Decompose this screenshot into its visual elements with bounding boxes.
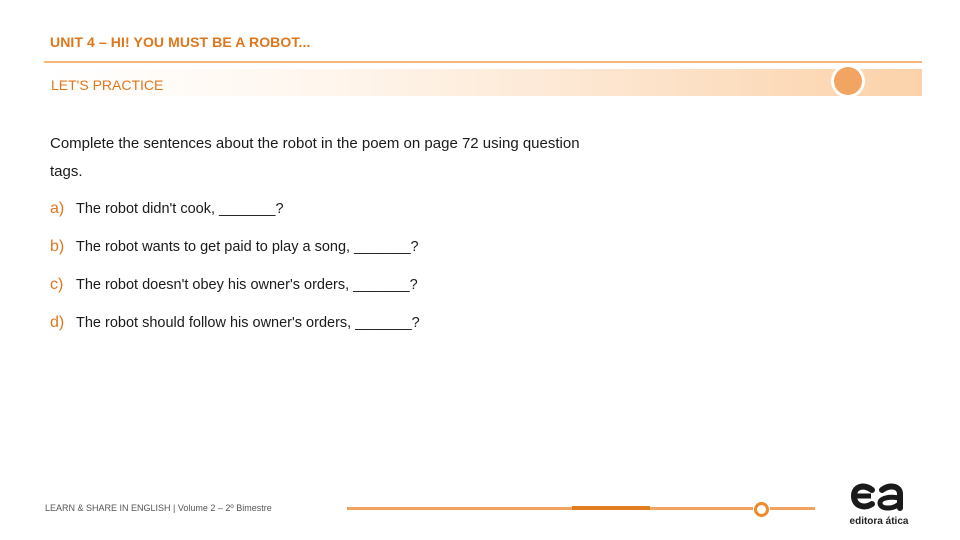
unit-title: UNIT 4 – HI! YOU MUST BE A ROBOT... <box>50 34 311 50</box>
publisher-logo <box>842 480 916 530</box>
item-letter: c) <box>50 276 64 293</box>
exercise-item <box>50 314 420 332</box>
footer-divider-right <box>770 507 815 510</box>
circle-decoration-icon <box>834 67 862 95</box>
item-letter: d) <box>50 314 65 331</box>
item-text: The robot doesn't obey his owner's orders, _______? <box>76 277 418 293</box>
section-band <box>44 69 922 96</box>
exercise-instruction: Complete the sentences about the robot in the poem on page 72 using question tags. <box>50 135 580 180</box>
header-divider <box>44 61 922 63</box>
footer-credit: LEARN & SHARE IN ENGLISH | Volume 2 – 2º Bimestre <box>45 503 272 513</box>
footer-divider-accent <box>572 506 650 510</box>
item-letter: b) <box>50 238 65 255</box>
footer-circle-icon <box>754 502 769 517</box>
item-text: The robot didn't cook, _______? <box>76 201 284 217</box>
ea-logo-icon <box>842 480 916 516</box>
exercise-item <box>50 276 418 294</box>
exercise-item <box>50 200 284 218</box>
item-text: The robot should follow his owner's orders, _______? <box>76 315 420 331</box>
section-label: LET'S PRACTICE <box>51 77 164 93</box>
item-letter: a) <box>50 200 65 217</box>
publisher-name: editora ática <box>849 516 909 527</box>
item-text: The robot wants to get paid to play a song, _______? <box>76 239 419 255</box>
exercise-item <box>50 238 419 256</box>
footer-divider <box>347 507 753 510</box>
